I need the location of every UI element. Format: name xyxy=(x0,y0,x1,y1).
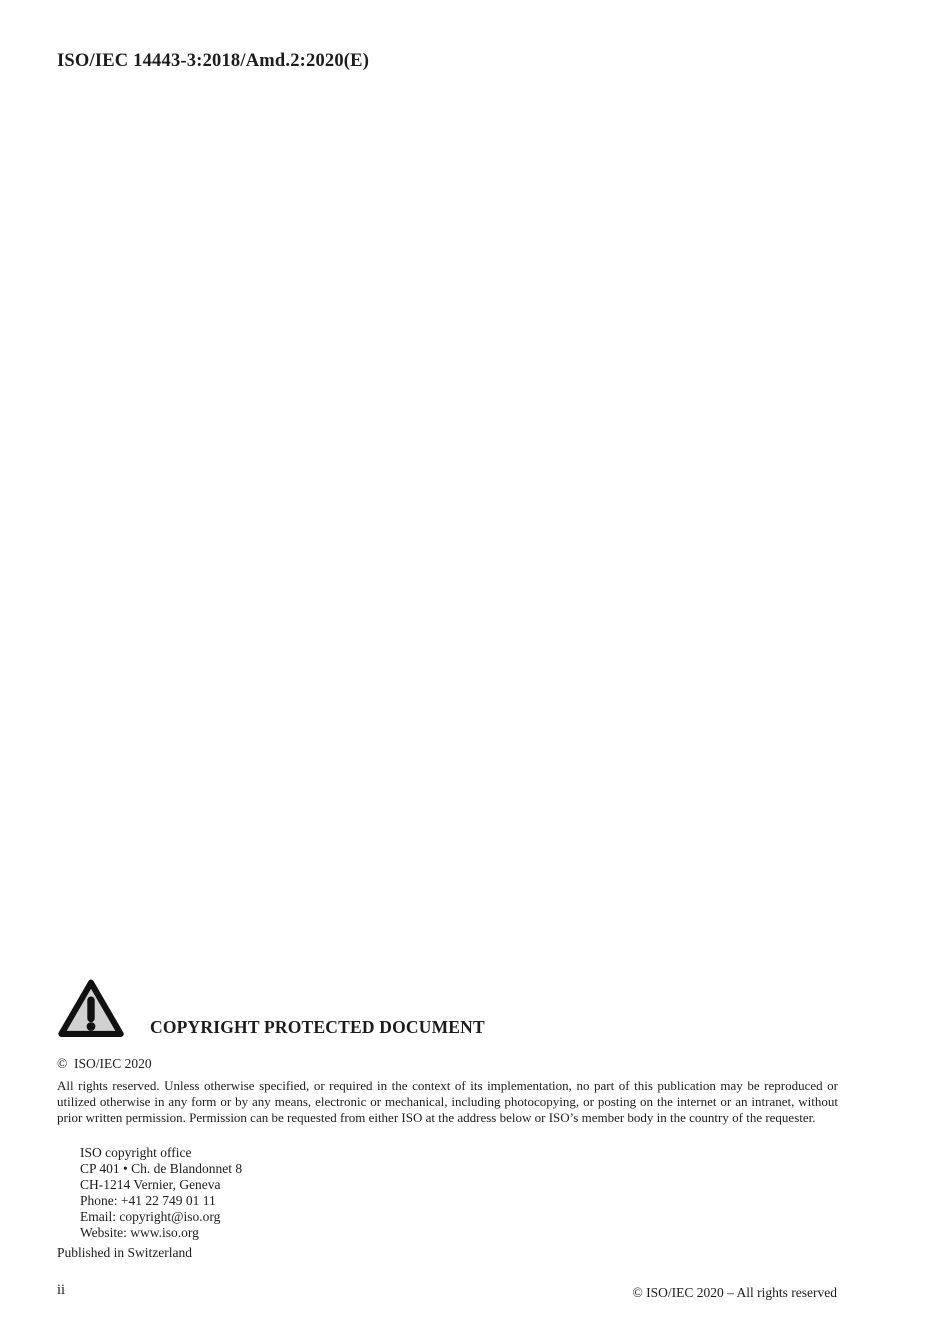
address-line-website: Website: www.iso.org xyxy=(80,1225,199,1240)
warning-triangle-icon xyxy=(57,978,125,1040)
address-line-city: CH-1214 Vernier, Geneva xyxy=(80,1177,221,1192)
copyright-year-line: © ISO/IEC 2020 xyxy=(57,1056,152,1071)
footer-rights-text: © ISO/IEC 2020 – All rights reserved xyxy=(632,1285,837,1300)
address-line-office: ISO copyright office xyxy=(80,1145,192,1160)
address-line-street: CP 401 • Ch. de Blandonnet 8 xyxy=(80,1161,243,1176)
address-line-phone: Phone: +41 22 749 01 11 xyxy=(80,1193,216,1208)
document-number-header: ISO/IEC 14443-3:2018/Amd.2:2020(E) xyxy=(57,51,370,71)
iso-address-block xyxy=(80,1145,242,1241)
address-line-email: Email: copyright@iso.org xyxy=(80,1209,221,1224)
published-in-line: Published in Switzerland xyxy=(57,1245,192,1260)
copyright-protected-title: COPYRIGHT PROTECTED DOCUMENT xyxy=(150,1017,485,1037)
footer-page-number: ii xyxy=(57,1282,66,1298)
rights-paragraph: All rights reserved. Unless otherwise specified, or required in the context of its implementation, no part of this publication may be reproduced or utilized otherwise in any form or by any means, electronic or mechanical, including photocopying, or posting on the internet or an intranet, without prior written permission. Permission can be requested from either ISO at the address below or ISO’s member body in the country of the requester. xyxy=(57,1078,838,1125)
